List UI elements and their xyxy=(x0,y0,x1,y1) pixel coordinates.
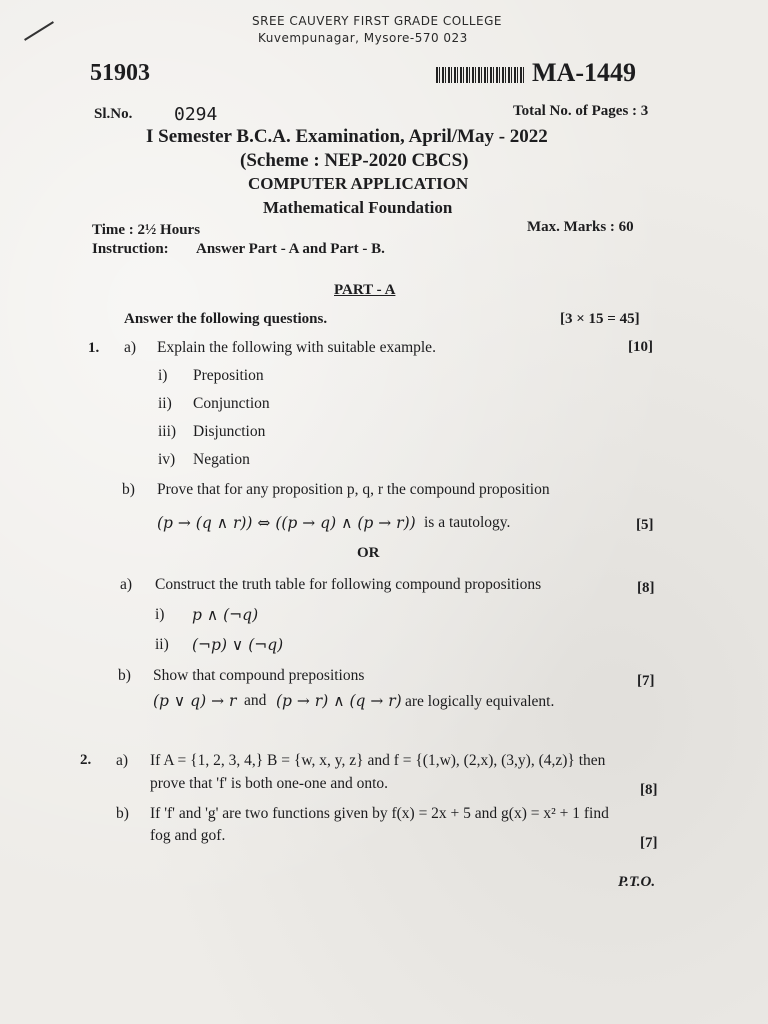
q2a-label: a) xyxy=(116,752,129,769)
q1-alt-a-item-formula: (¬p) ∨ (¬q) xyxy=(192,636,284,654)
q1a-item-num: iv) xyxy=(158,451,176,468)
max-marks: Max. Marks : 60 xyxy=(527,219,634,235)
pen-tick-mark xyxy=(24,21,54,41)
q1-alt-b-formula-2: (p → r) ∧ (q → r) xyxy=(276,692,402,710)
q1a-item-num: i) xyxy=(158,367,168,384)
q2b-label: b) xyxy=(116,805,129,822)
or-divider: OR xyxy=(357,545,380,561)
q2b-line-2: fog and gof. xyxy=(150,827,226,844)
q1-alt-b-label: b) xyxy=(118,667,131,684)
question-1-number: 1. xyxy=(88,340,100,356)
q1-alt-a-text: Construct the truth table for following compound propositions xyxy=(155,576,542,593)
paper-number: 51903 xyxy=(90,60,150,86)
q1-alt-b-suffix: are logically equivalent. xyxy=(405,693,555,710)
q1a-item-num: ii) xyxy=(158,395,172,412)
paper-title: Mathematical Foundation xyxy=(263,198,453,217)
question-2-number: 2. xyxy=(80,752,92,768)
time-allowed: Time : 2½ Hours xyxy=(92,222,201,238)
q1a-item-text: Negation xyxy=(193,451,250,468)
q1a-text: Explain the following with suitable example. xyxy=(157,339,436,356)
q1-alt-a-label: a) xyxy=(120,576,133,593)
q1-alt-b-and: and xyxy=(244,692,267,709)
part-a-marks-scheme: [3 × 15 = 45] xyxy=(560,311,640,327)
q2b-line-1: If 'f' and 'g' are two functions given by f(x) = 2x + 5 and g(x) = x² + 1 find xyxy=(150,805,609,822)
q1a-marks: [10] xyxy=(628,339,653,355)
college-name-stamp: SREE CAUVERY FIRST GRADE COLLEGE xyxy=(252,14,503,28)
scheme-title: (Scheme : NEP-2020 CBCS) xyxy=(240,150,469,171)
q1b-suffix: is a tautology. xyxy=(424,514,511,531)
serial-number-label: Sl.No. xyxy=(94,106,133,122)
q1a-item-num: iii) xyxy=(158,423,177,440)
q1-alt-a-item-num: ii) xyxy=(155,636,169,653)
total-pages: Total No. of Pages : 3 xyxy=(513,103,649,119)
q2a-marks: [8] xyxy=(640,782,658,798)
barcode-icon xyxy=(436,67,524,83)
q1b-marks: [5] xyxy=(636,517,654,533)
serial-number-value: 0294 xyxy=(174,104,218,125)
q1-alt-b-text: Show that compound prepositions xyxy=(153,667,365,684)
q1-alt-a-item-num: i) xyxy=(155,606,165,623)
q1b-label: b) xyxy=(122,481,135,498)
part-a-heading: PART - A xyxy=(334,282,396,298)
q1a-item-text: Disjunction xyxy=(193,423,266,440)
instruction-label: Instruction: xyxy=(92,241,169,257)
q1b-text: Prove that for any proposition p, q, r the compound proposition xyxy=(157,481,550,498)
paper-code: MA-1449 xyxy=(532,58,636,87)
q1-alt-b-formula-1: (p ∨ q) → r xyxy=(153,692,237,710)
pto-note: P.T.O. xyxy=(618,874,656,890)
q1a-item-text: Preposition xyxy=(193,367,264,384)
exam-title: I Semester B.C.A. Examination, April/May - 2022 xyxy=(146,126,548,147)
q1-alt-a-marks: [8] xyxy=(637,580,655,596)
subject-title: COMPUTER APPLICATION xyxy=(248,174,469,193)
q1-alt-a-item-formula: p ∧ (¬q) xyxy=(192,606,259,624)
q1b-formula: (p → (q ∧ r)) ⇔ ((p → q) ∧ (p → r)) xyxy=(157,514,416,532)
q2a-line-1: If A = {1, 2, 3, 4,} B = {w, x, y, z} and f = {(1,w), (2,x), (3,y), (4,z)} then xyxy=(150,752,606,769)
college-address-stamp: Kuvempunagar, Mysore-570 023 xyxy=(258,31,468,45)
q2a-line-2: prove that 'f' is both one-one and onto. xyxy=(150,775,389,792)
part-a-direction: Answer the following questions. xyxy=(124,311,328,327)
q1a-label: a) xyxy=(124,339,137,356)
instruction-text: Answer Part - A and Part - B. xyxy=(196,241,385,257)
q2b-marks: [7] xyxy=(640,835,658,851)
q1-alt-b-marks: [7] xyxy=(637,673,655,689)
q1a-item-text: Conjunction xyxy=(193,395,270,412)
